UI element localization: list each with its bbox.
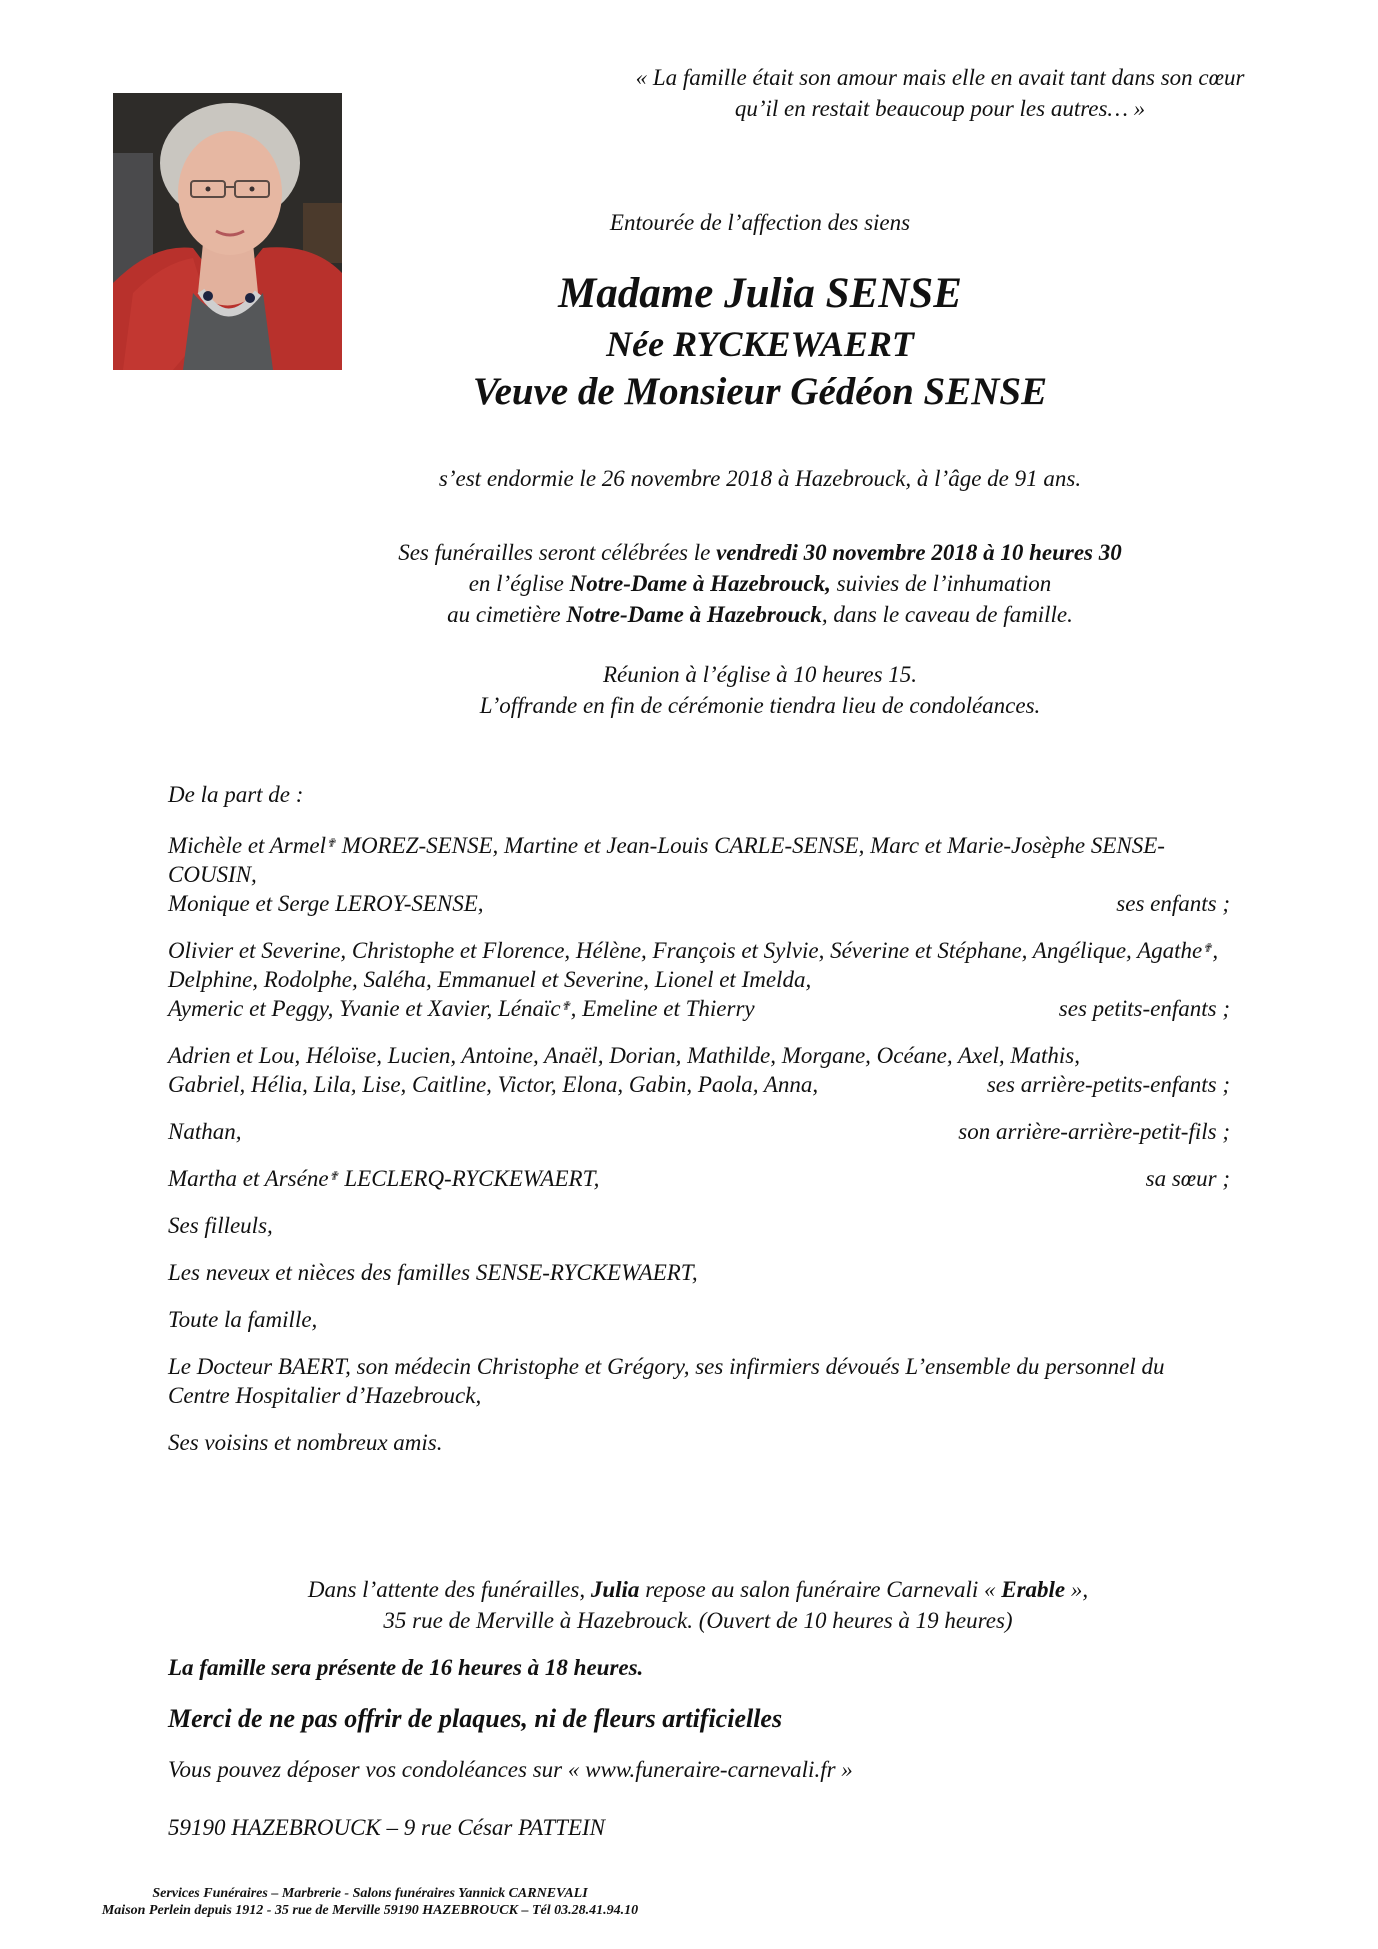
no-flowers-request: Merci de ne pas offrir de plaques, ni de fleurs artificielles bbox=[168, 1704, 783, 1733]
portrait-illustration bbox=[113, 93, 342, 370]
family-name bbox=[168, 1164, 599, 1193]
family-name-part: LECLERQ-RYCKEWAERT, bbox=[338, 1166, 600, 1191]
family-list bbox=[168, 780, 1230, 1475]
family-name-part: Aymeric et Peggy, Yvanie et Xavier, Lénaïc bbox=[168, 996, 561, 1021]
list-item bbox=[168, 994, 1230, 1023]
intro-line: Entourée de l’affection des siens bbox=[609, 210, 911, 235]
cemetery-name: Notre-Dame à Hazebrouck bbox=[566, 602, 822, 627]
list-item bbox=[168, 889, 1230, 918]
room-name: Erable bbox=[1001, 1577, 1066, 1602]
funeral-text: suivies de l’inhumation bbox=[830, 571, 1052, 596]
parlor-line-1 bbox=[168, 1574, 1228, 1605]
group-sister bbox=[168, 1164, 1230, 1193]
family-name: MOREZ-SENSE, bbox=[336, 833, 499, 858]
funeral-text: , dans le caveau de famille. bbox=[821, 602, 1073, 627]
nephews-nieces: Les neveux et nièces des familles SENSE-RYCKEWAERT, bbox=[168, 1260, 698, 1285]
list-item: Martine et Jean-Louis CARLE-SENSE, bbox=[504, 833, 865, 858]
funeral-text: en l’église bbox=[468, 571, 570, 596]
family-name: Nathan, bbox=[168, 1119, 242, 1144]
list-item: Le Docteur BAERT, son médecin bbox=[168, 1354, 471, 1379]
relation-label: son arrière-arrière-petit-fils ; bbox=[958, 1119, 1230, 1144]
list-item: Adrien et Lou, Héloïse, Lucien, Antoine, Anaël, Dorian, Mathilde, Morgane, Océane, Axel, Mathis, bbox=[168, 1043, 1080, 1068]
funeral-date: vendredi 30 novembre 2018 à 10 heures 30 bbox=[716, 540, 1122, 565]
whole-family: Toute la famille, bbox=[168, 1307, 318, 1332]
quote-line-1: « La famille était son amour mais elle en avait tant dans son cœur bbox=[635, 65, 1245, 90]
list-item: Olivier et Severine, Christophe et Florence, Hélène, François et Sylvie, Séverine et Stéphane, bbox=[168, 938, 1028, 963]
family-name: Angélique, Agathe bbox=[1032, 938, 1203, 963]
first-name: Julia bbox=[590, 1577, 640, 1602]
family-name: Gabriel, Hélia, Lila, Lise, Caitline, Victor, Elona, Gabin, Paola, Anna, bbox=[168, 1072, 819, 1097]
family-name-part: , Emeline et Thierry bbox=[570, 996, 755, 1021]
group-medical bbox=[168, 1352, 1230, 1410]
footer-line-2: Maison Perlein depuis 1912 - 35 rue de Merville 59190 HAZEBROUCK – Tél 03.28.41.94.10 bbox=[101, 1903, 639, 1918]
family-address: 59190 HAZEBROUCK – 9 rue César PATTEIN bbox=[168, 1815, 606, 1840]
family-name: Monique et Serge LEROY-SENSE, bbox=[168, 891, 484, 916]
list-item: Christophe et Grégory, ses infirmiers dévoués bbox=[476, 1354, 900, 1379]
cross-icon: ✟ bbox=[1202, 941, 1213, 955]
deceased-name-block bbox=[340, 268, 1180, 416]
relation-label: ses arrière-petits-enfants ; bbox=[986, 1072, 1230, 1097]
death-announcement: s’est endormie le 26 novembre 2018 à Hazebrouck, à l’âge de 91 ans. bbox=[438, 466, 1082, 491]
neighbours-friends: Ses voisins et nombreux amis. bbox=[168, 1430, 443, 1455]
deceased-name: Madame Julia SENSE bbox=[558, 270, 962, 317]
parlor-text: repose au salon funéraire Carnevali « bbox=[639, 1577, 1002, 1602]
maiden-name: Née RYCKEWAERT bbox=[606, 324, 914, 364]
list-item bbox=[168, 833, 498, 858]
parlor-text: Dans l’attente des funérailles, bbox=[307, 1577, 591, 1602]
funeral-details bbox=[300, 537, 1220, 630]
family-name bbox=[168, 994, 755, 1023]
family-name-part: Martha et Arséne bbox=[168, 1166, 329, 1191]
group-children bbox=[168, 831, 1230, 918]
cross-icon: ✟ bbox=[560, 999, 571, 1013]
epigraph-quote bbox=[560, 62, 1320, 124]
list-intro: De la part de : bbox=[168, 782, 304, 807]
family-name: Michèle et Armel bbox=[168, 833, 326, 858]
funeral-line-3 bbox=[300, 599, 1220, 630]
funeral-home-footer bbox=[90, 1885, 650, 1919]
church-name: Notre-Dame à Hazebrouck, bbox=[569, 571, 831, 596]
cross-icon: ✟ bbox=[325, 836, 337, 850]
godchildren: Ses filleuls, bbox=[168, 1213, 273, 1238]
funeral-parlor-info bbox=[168, 1574, 1228, 1636]
funeral-text: au cimetière bbox=[447, 602, 567, 627]
meeting-info bbox=[300, 659, 1220, 721]
cross-icon: ✟ bbox=[328, 1169, 339, 1183]
group-great-great-grandchild bbox=[168, 1117, 1230, 1146]
family-presence: La famille sera présente de 16 heures à 18 heures. bbox=[168, 1655, 644, 1680]
portrait-photo bbox=[113, 93, 342, 370]
condolences-website: Vous pouvez déposer vos condoléances sur « www.funeraire-carnevali.fr » bbox=[168, 1757, 853, 1782]
offering-note: L’offrande en fin de cérémonie tiendra lieu de condoléances. bbox=[479, 693, 1041, 718]
quote-line-2: qu’il en restait beaucoup pour les autres… » bbox=[734, 96, 1146, 121]
relation-label: sa sœur ; bbox=[1145, 1166, 1230, 1191]
funeral-line-2 bbox=[300, 568, 1220, 599]
list-item bbox=[168, 1070, 1230, 1099]
relation-label: ses petits-enfants ; bbox=[1058, 996, 1230, 1021]
list-item: L’ensemble du personnel du Centre Hospitalier d’Hazebrouck, bbox=[168, 1354, 1165, 1408]
parlor-text: », bbox=[1065, 1577, 1089, 1602]
widow-of: Veuve de Monsieur Gédéon SENSE bbox=[472, 370, 1048, 413]
group-great-grandchildren bbox=[168, 1041, 1230, 1099]
relation-label: ses enfants ; bbox=[1116, 891, 1230, 916]
footer-line-1: Services Funéraires – Marbrerie - Salons funéraires Yannick CARNEVALI bbox=[152, 1886, 588, 1901]
parlor-line-2: 35 rue de Merville à Hazebrouck. (Ouvert de 10 heures à 19 heures) bbox=[383, 1608, 1013, 1633]
group-grandchildren bbox=[168, 936, 1230, 1023]
meeting-time: Réunion à l’église à 10 heures 15. bbox=[602, 662, 918, 687]
funeral-text: Ses funérailles seront célébrées le bbox=[398, 540, 717, 565]
family-name: , Delphine, Rodolphe, Saléha, Emmanuel et Severine, Lionel et Imelda, bbox=[168, 938, 1219, 992]
list-item: Marc et Marie-Josèphe SENSE-COUSIN, bbox=[168, 833, 1165, 887]
funeral-line-1 bbox=[300, 537, 1220, 568]
